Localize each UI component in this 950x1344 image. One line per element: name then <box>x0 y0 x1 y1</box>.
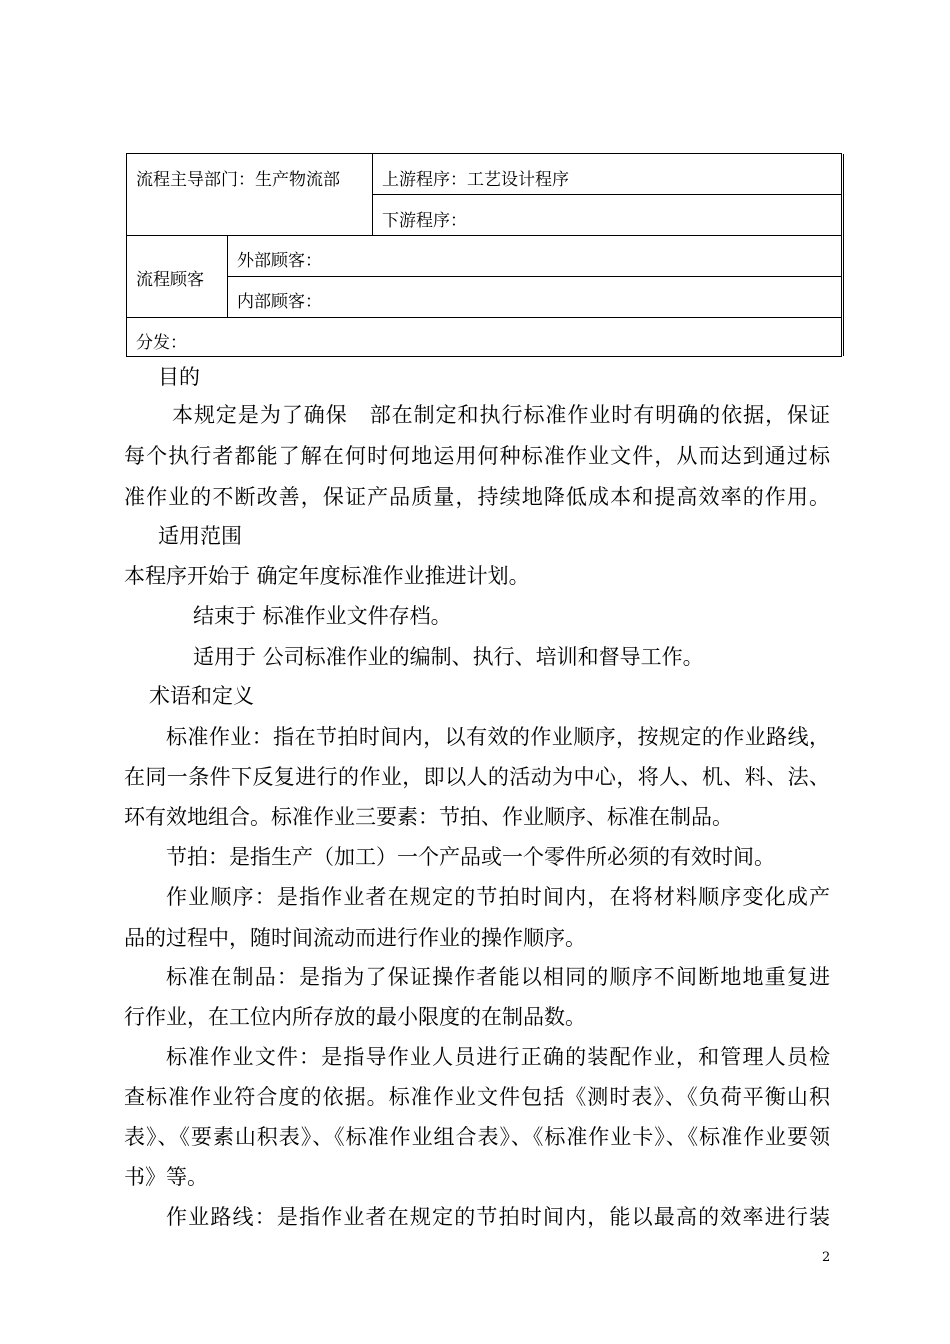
lead-department-cell: 流程主导部门：生产物流部 <box>136 170 340 190</box>
takt-definition: 节拍：是指生产（加工）一个产品或一个零件所必须的有效时间。 <box>166 845 775 869</box>
purpose-line: 准作业的不断改善，保证产品质量，持续地降低成本和提高效率的作用。 <box>124 485 830 509</box>
route-line: 作业路线：是指作业者在规定的节拍时间内，能以最高的效率进行装 <box>166 1205 830 1229</box>
documents-line: 书》等。 <box>124 1165 208 1189</box>
scope-heading: 适用范围 <box>158 524 242 548</box>
scope-start: 本程序开始于 确定年度标准作业推进计划。 <box>124 564 530 588</box>
external-customer-cell: 外部顾客： <box>237 251 322 271</box>
scope-applies: 适用于 公司标准作业的编制、执行、培训和督导工作。 <box>193 645 704 669</box>
documents-line: 查标准作业符合度的依据。标准作业文件包括《测时表》、《负荷平衡山积 <box>124 1085 830 1109</box>
purpose-line: 本规定是为了确保 部在制定和执行标准作业时有明确的依据，保证 <box>172 403 830 427</box>
page-number: 2 <box>822 1250 831 1265</box>
documents-line: 表》、《要素山积表》、《标准作业组合表》、《标准作业卡》、《标准作业要领 <box>124 1125 830 1149</box>
wip-line: 标准在制品：是指为了保证操作者能以相同的顺序不间断地地重复进 <box>166 965 830 989</box>
internal-customer-cell: 内部顾客： <box>237 292 322 312</box>
sequence-line: 品的过程中，随时间流动而进行作业的操作顺序。 <box>124 926 586 950</box>
documents-line: 标准作业文件：是指导作业人员进行正确的装配作业，和管理人员检 <box>166 1045 830 1069</box>
sequence-line: 作业顺序：是指作业者在规定的节拍时间内，在将材料顺序变化成产 <box>166 885 830 909</box>
process-customer-label: 流程顾客 <box>136 270 204 290</box>
distribution-cell: 分发： <box>136 333 187 353</box>
standard-work-line: 在同一条件下反复进行的作业，即以人的活动为中心，将人、机、料、法、 <box>124 765 830 789</box>
standard-work-line: 标准作业：指在节拍时间内，以有效的作业顺序，按规定的作业路线， <box>166 725 830 749</box>
purpose-heading: 目的 <box>158 365 200 389</box>
downstream-process-cell: 下游程序： <box>382 211 467 231</box>
wip-line: 行作业，在工位内所存放的最小限度的在制品数。 <box>124 1005 586 1029</box>
process-info-table <box>126 153 842 357</box>
upstream-process-cell: 上游程序：工艺设计程序 <box>382 170 569 190</box>
scope-end: 结束于 标准作业文件存档。 <box>193 604 452 628</box>
standard-work-line: 环有效地组合。标准作业三要素：节拍、作业顺序、标准在制品。 <box>124 805 733 829</box>
terms-heading: 术语和定义 <box>149 684 254 708</box>
purpose-line: 每个执行者都能了解在何时何地运用何种标准作业文件，从而达到通过标 <box>124 444 830 468</box>
